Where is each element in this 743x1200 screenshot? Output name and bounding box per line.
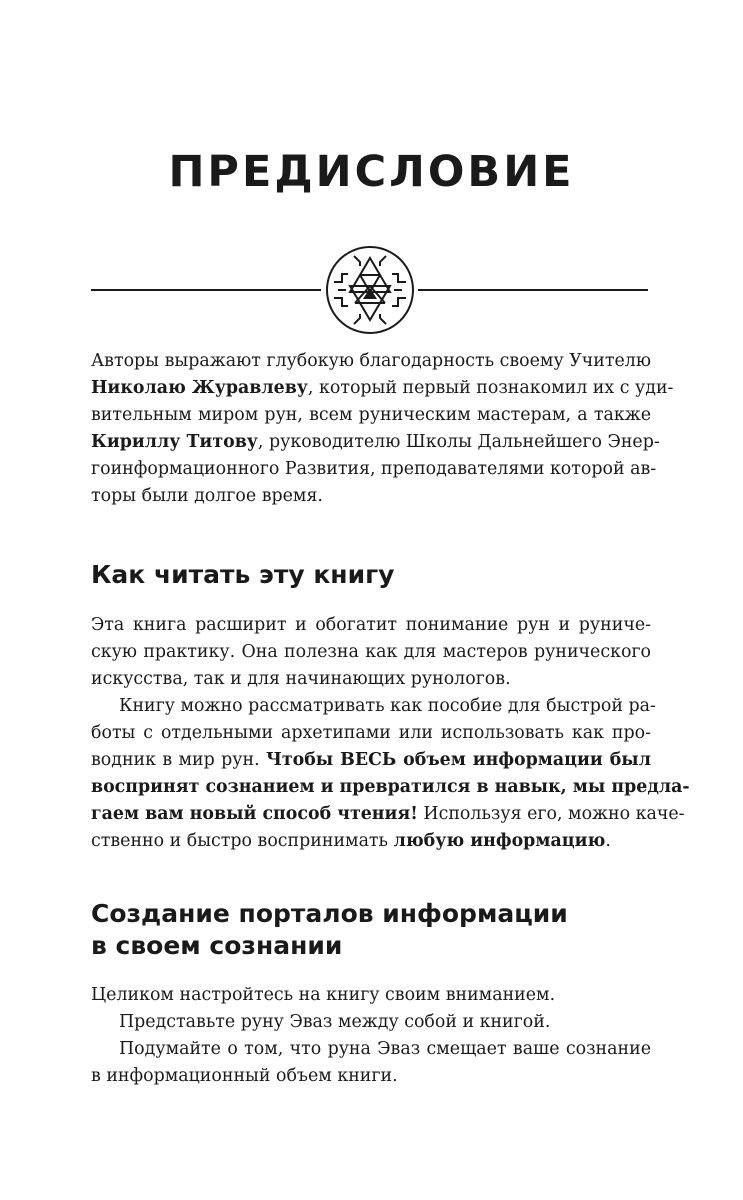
text-line: боты с отдельными архетипами или использовать как про- [91, 723, 651, 743]
text-line: гоинформационного Развития, преподавателями которой ав- [91, 459, 657, 479]
heading-line: Создание порталов информации [91, 899, 568, 928]
text-line: водник в мир рун. Чтобы ВЕСЬ объем информации был [91, 750, 651, 770]
text-line: в информационный объем книги. [91, 1066, 398, 1086]
portals-paragraphs [91, 982, 651, 1090]
text-line: скую практику. Она полезна как для мастеров рунического [91, 642, 651, 662]
acknowledgement-paragraph [91, 348, 674, 510]
text-line: Целиком настройтесь на книгу своим вниманием. [91, 985, 556, 1005]
section-heading-how-to-read: Как читать эту книгу [91, 560, 395, 589]
text-line: гаем вам новый способ чтения! Используя его, можно каче- [91, 804, 685, 824]
text-line: Книгу можно рассматривать как пособие для быстрой ра- [119, 696, 656, 716]
text-line: Эта книга расширит и обогатит понимание рун и руниче- [91, 615, 651, 635]
text-line: Николаю Журавлеву, который первый познакомил их с уди- [91, 378, 674, 398]
text-line: Подумайте о том, что руна Эваз смещает ваше сознание [119, 1039, 651, 1059]
page-title: ПРЕДИСЛОВИЕ [168, 147, 575, 197]
text-line: Представьте руну Эваз между собой и книгой. [119, 1012, 551, 1032]
text-line: воспринят сознанием и превратился в навык, мы предла- [91, 777, 690, 797]
text-line: Авторы выражают глубокую благодарность своему Учителю [91, 351, 651, 371]
how-to-read-paragraphs [91, 612, 690, 855]
text-line: торы были долгое время. [91, 486, 323, 506]
title-ornament [0, 244, 743, 336]
text-line: вительным миром рун, всем руническим мастерам, а также [91, 405, 651, 425]
text-line: искусства, так и для начинающих рунологов. [91, 669, 511, 689]
section-heading-portals [91, 898, 568, 962]
left-rule [91, 289, 321, 291]
rune-circle-emblem-icon [324, 244, 416, 336]
right-rule [418, 289, 648, 291]
text-line: ственно и быстро воспринимать любую информацию. [91, 831, 611, 851]
text-line: Кириллу Титову, руководителю Школы Дальнейшего Энер- [91, 432, 660, 452]
heading-line: в своем сознании [91, 931, 343, 960]
